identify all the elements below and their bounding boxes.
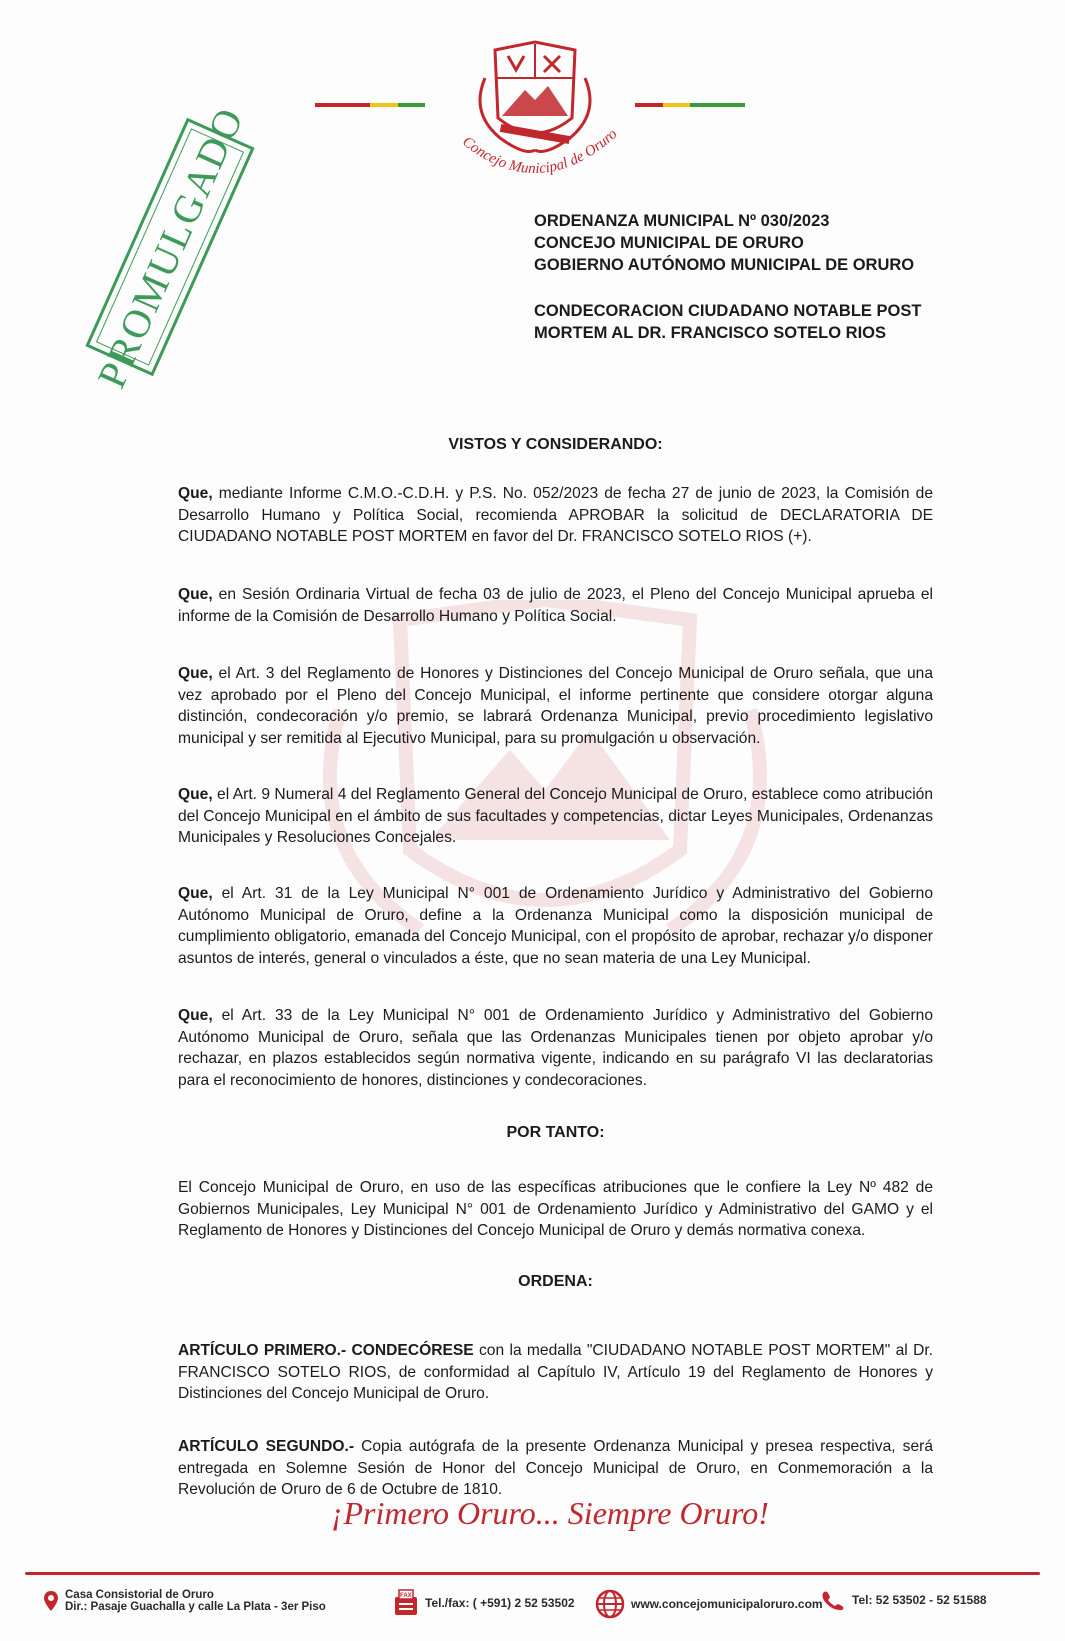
- fax-icon: [393, 1589, 419, 1617]
- considerando-text: el Art. 33 de la Ley Municipal N° 001 de Ordenamiento Jurídico y Administrativo del Gobierno Autónomo Municipal de Oruro, señala que las Ordenanzas Municipales tienen por objeto aprobar y/o rechazar, en plazos establecidos según normativa vigente, indicando en su parágrafo VI las declaratorias para el reconocimiento de honores, distinciones y condecoraciones.: [178, 1007, 933, 1089]
- stamp-text: PROMULGADO: [87, 99, 253, 395]
- articulo-lead: ARTÍCULO PRIMERO.- CONDECÓRESE: [178, 1342, 474, 1359]
- footer-fax: [393, 1589, 575, 1617]
- considerando-lead: Que,: [178, 586, 213, 603]
- articulo-text: con la medalla "CIUDADANO NOTABLE POST MORTEM" al Dr. FRANCISCO SOTELO RIOS, de conformidad al Capítulo IV, Artículo 19 del Reglamento de Honores y Distinciones del Concejo Municipal de Oruro.: [178, 1342, 934, 1403]
- considerando-4: [178, 784, 933, 849]
- header-stripe-left: [315, 103, 425, 107]
- heading-portanto: POR TANTO:: [506, 1124, 605, 1141]
- considerando-text: mediante Informe C.M.O.-C.D.H. y P.S. No. 052/2023 de fecha 27 de junio de 2023, la Comisión de Desarrollo Humano y Política Social, recomienda APROBAR la solicitud de DECLARATORIA DE CIUDADANO NOTABLE POST MORTEM en favor del Dr. FRANCISCO SOTELO RIOS (+).: [178, 485, 933, 546]
- address-line-2: Dir.: Pasaje Guachalla y calle La Plata - 3er Piso: [65, 1601, 326, 1613]
- heading-ordena: ORDENA:: [518, 1273, 593, 1290]
- footer-contact-bar: [35, 1585, 1035, 1625]
- articulo-primero: [178, 1340, 933, 1405]
- fax-icon-label: FAX: [400, 1593, 412, 1599]
- globe-icon: [595, 1589, 625, 1619]
- slogan: ¡Primero Oruro... Siempre Oruro!: [331, 1495, 769, 1531]
- address-line-1: Casa Consistorial de Oruro: [65, 1589, 214, 1601]
- portanto-text: El Concejo Municipal de Oruro, en uso de las específicas atribuciones que le confiere la Ley Nº 482 de Gobiernos Municipales, Ley Municipal N° 001 de Ordenamiento Jurídico y Administrativo del GAMO y el Reglamento de Honores y Distinciones del Concejo Municipal de Oruro y demás normativa conexa.: [178, 1179, 933, 1240]
- considerando-lead: Que,: [178, 485, 213, 502]
- header-stripe-right: [635, 103, 745, 107]
- ordinance-number: ORDENANZA MUNICIPAL Nº 030/2023: [534, 212, 830, 230]
- website-link[interactable]: www.concejomunicipaloruro.com: [631, 1597, 823, 1611]
- considerando-text: el Art. 3 del Reglamento de Honores y Distinciones del Concejo Municipal de Oruro señala, que una vez aprobado por el Pleno del Concejo Municipal, el informe pertinente que considere otorgar alguna distinción, condecoración y/o premio, se labrará Ordenanza Municipal, previo procedimiento legislativo municipal y ser remitida al Ejecutivo Municipal, para su promulgación u observación.: [178, 665, 933, 747]
- crest-caption: Concejo Municipal de Oruro: [459, 126, 621, 178]
- considerando-text: en Sesión Ordinaria Virtual de fecha 03 de julio de 2023, el Pleno del Concejo Municipal aprueba el informe de la Comisión de Desarrollo Humano y Política Social.: [178, 586, 933, 625]
- fax-number: Tel./fax: ( +591) 2 52 53502: [425, 1596, 575, 1610]
- considerando-lead: Que,: [178, 1007, 213, 1024]
- considerando-text: el Art. 31 de la Ley Municipal N° 001 de Ordenamiento Jurídico y Administrativo del Gobierno Autónomo Municipal de Oruro, define a la Ordenanza Municipal como la disposición municipal de cumplimiento obligatorio, emanada del Concejo Municipal, con el propósito de aprobar, rechazar y/o disponer asuntos de interés, general o vinculados a éste, que no sean materia de una Ley Municipal.: [178, 885, 934, 967]
- footer-divider: [25, 1572, 1040, 1575]
- considerando-1: [178, 483, 933, 548]
- considerando-lead: Que,: [178, 665, 213, 682]
- heading-vistos: VISTOS Y CONSIDERANDO:: [448, 436, 663, 453]
- government-name: GOBIERNO AUTÓNOMO MUNICIPAL DE ORURO: [534, 256, 915, 274]
- promulgado-stamp: [85, 99, 254, 395]
- footer-address: [43, 1589, 326, 1613]
- ordinance-title-block: [534, 210, 921, 344]
- considerando-5: [178, 883, 933, 969]
- phone-number: Tel: 52 53502 - 52 51588: [852, 1593, 987, 1607]
- subject-line-2: MORTEM AL DR. FRANCISCO SOTELO RIOS: [534, 324, 887, 342]
- footer-phone: [820, 1589, 987, 1611]
- considerando-2: [178, 584, 933, 627]
- council-crest-logo: [440, 38, 630, 203]
- footer-web: [595, 1589, 823, 1619]
- considerando-3: [178, 663, 933, 749]
- articulo-lead: ARTÍCULO SEGUNDO.-: [178, 1438, 355, 1455]
- articulo-segundo: [178, 1436, 933, 1501]
- considerando-lead: Que,: [178, 786, 213, 803]
- considerando-text: el Art. 9 Numeral 4 del Reglamento General del Concejo Municipal de Oruro, establece como atribución del Concejo Municipal en el ámbito de sus facultades y competencias, dictar Leyes Municipales, Ordenanzas Municipales y Resoluciones Concejales.: [178, 786, 933, 847]
- phone-icon: [820, 1589, 846, 1611]
- subject-line-1: CONDECORACION CIUDADANO NOTABLE POST: [534, 302, 922, 320]
- considerando-6: [178, 1005, 933, 1091]
- location-pin-icon: [43, 1590, 59, 1612]
- council-name: CONCEJO MUNICIPAL DE ORURO: [534, 234, 804, 252]
- articulo-text: Copia autógrafa de la presente Ordenanza Municipal y presea respectiva, será entregada en Solemne Sesión de Honor del Concejo Municipal de Oruro, en Conmemoración a la Revolución de Oruro de 6 de Octubre de 1810.: [178, 1438, 933, 1499]
- considerando-lead: Que,: [178, 885, 213, 902]
